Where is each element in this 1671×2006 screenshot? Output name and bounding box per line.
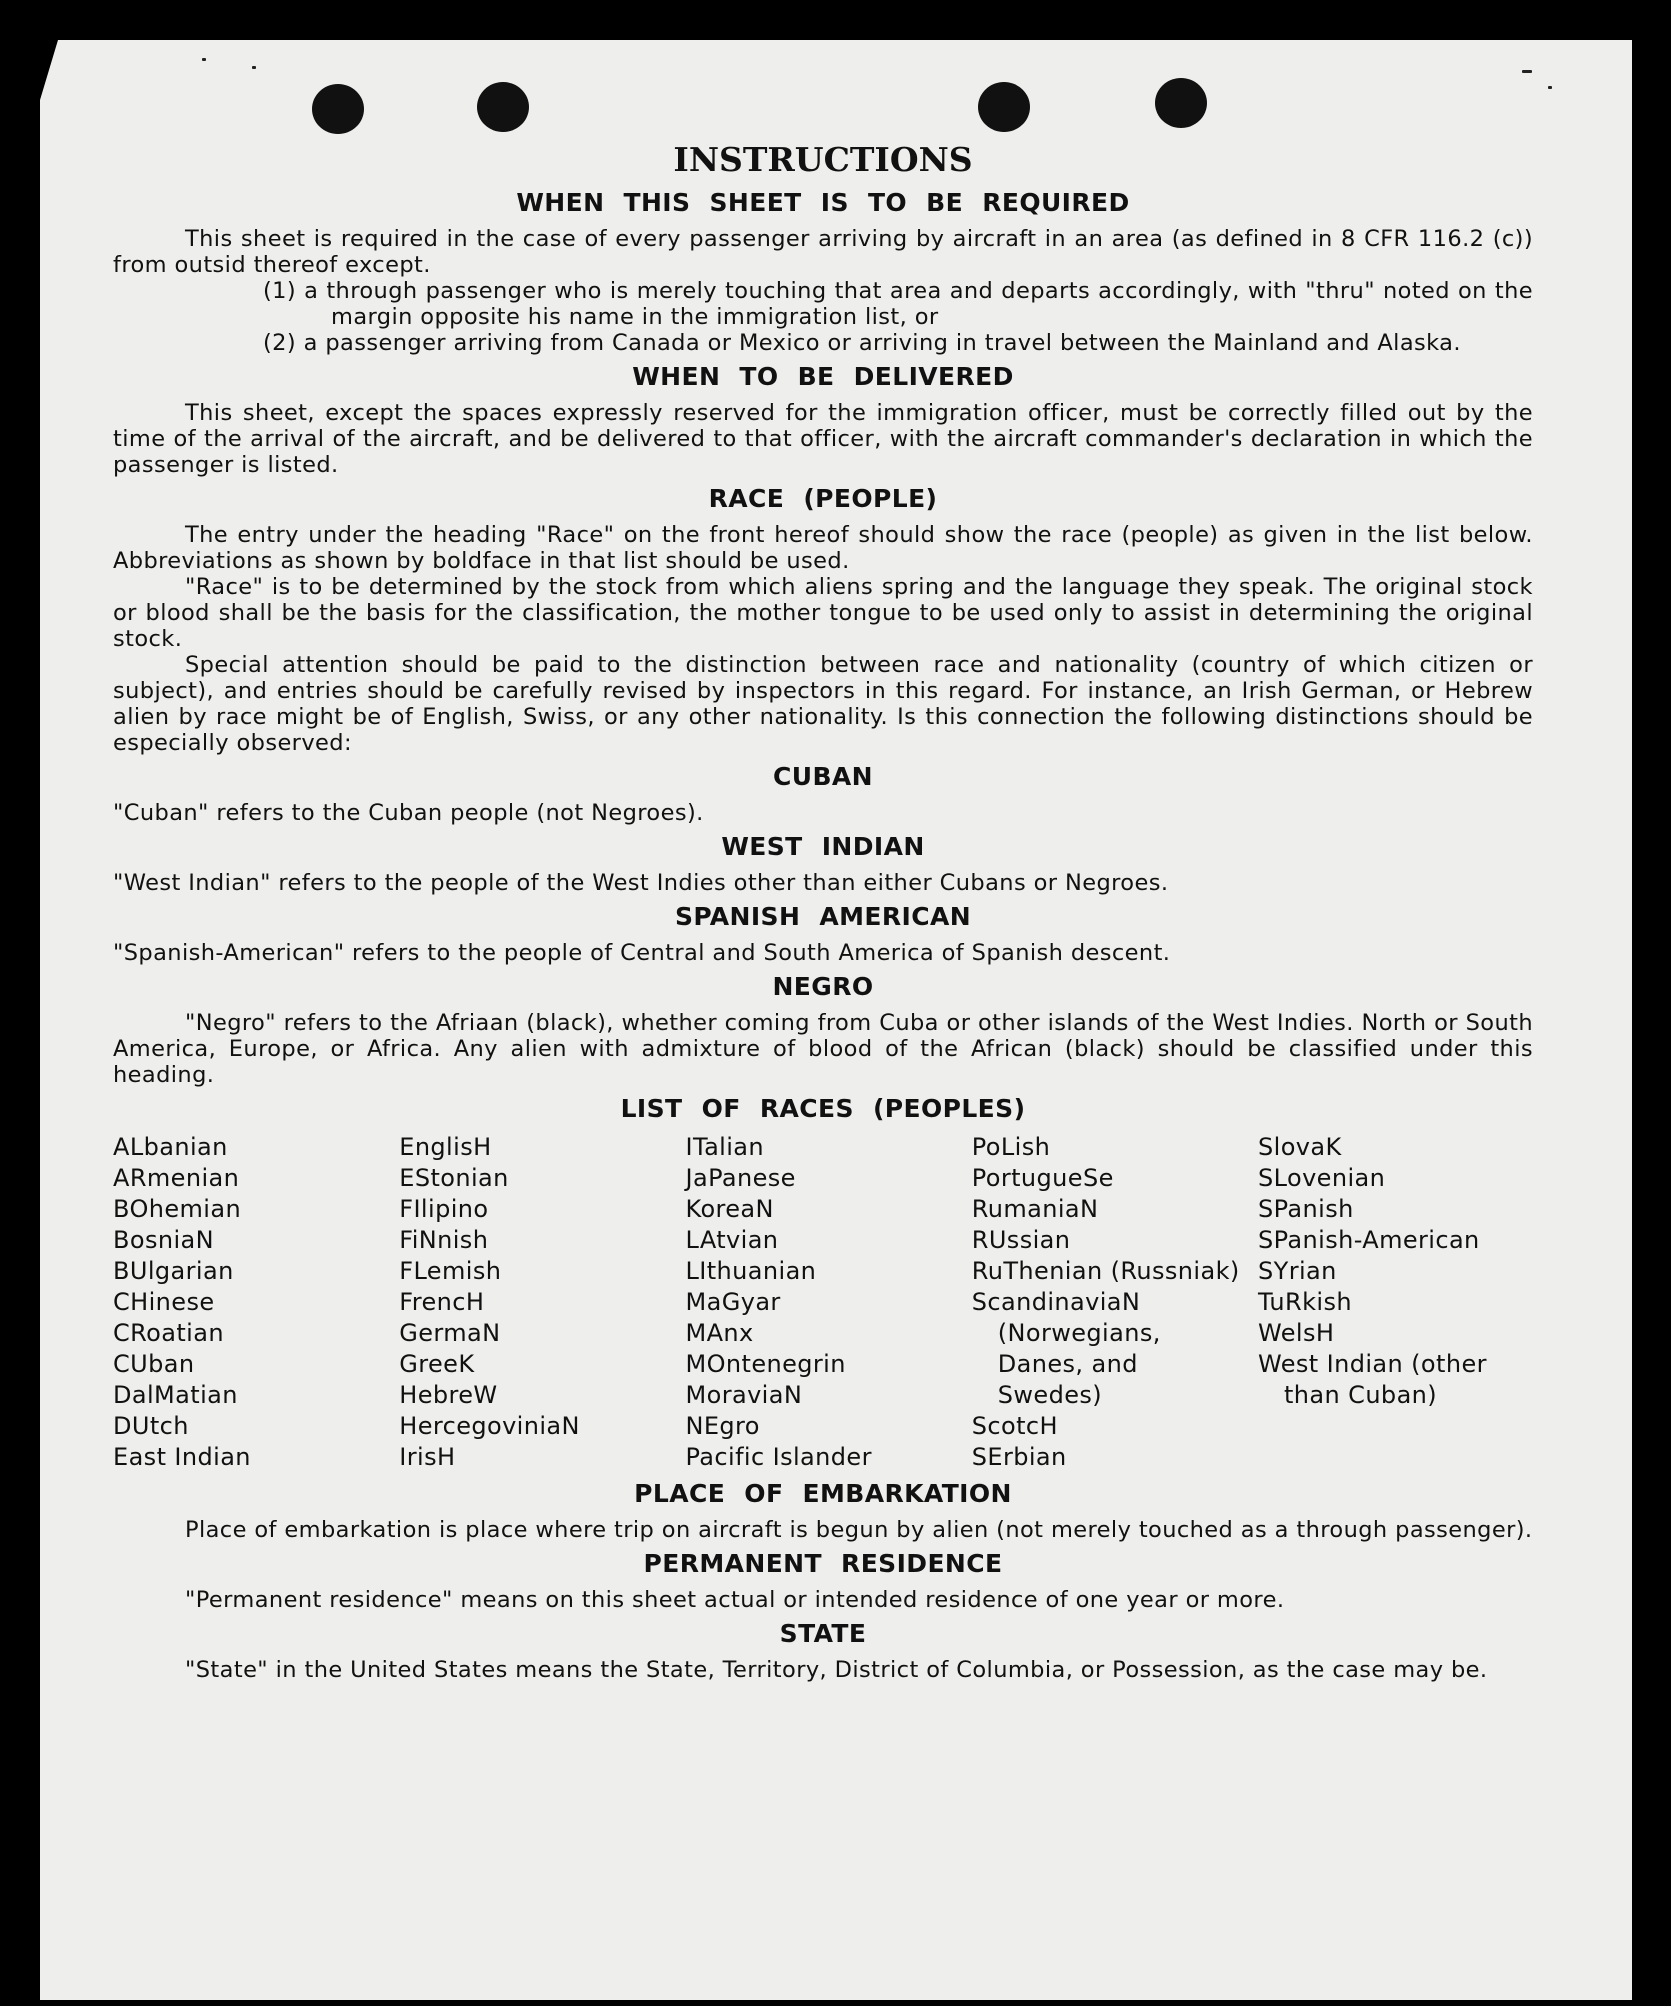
section-heading: WHEN THIS SHEET IS TO BE REQUIRED xyxy=(516,188,1130,217)
race-item: MaGyar xyxy=(685,1288,781,1316)
section-heading: PLACE OF EMBARKATION xyxy=(634,1479,1012,1508)
race-item: RUssian xyxy=(971,1226,1071,1254)
section-heading: WHEN TO BE DELIVERED xyxy=(632,362,1014,391)
race-item: GreeK xyxy=(399,1350,475,1378)
race-item: West Indian (other than Cuban) xyxy=(1258,1350,1487,1409)
race-item: ScotcH xyxy=(971,1412,1058,1440)
section-heading: SPANISH AMERICAN xyxy=(674,902,972,931)
race-item: FLemish xyxy=(399,1257,502,1285)
race-item: ScandinaviaN (Norwegians, Danes, and Swedes) xyxy=(971,1288,1161,1409)
race-item: ITalian xyxy=(685,1133,765,1161)
race-item: CHinese xyxy=(113,1288,215,1316)
paragraph: "Spanish-American" refers to the people of Central and South America of Spanish descent. xyxy=(113,940,1171,966)
section-heading: PERMANENT RESIDENCE xyxy=(643,1549,1003,1578)
race-item: FrencH xyxy=(399,1288,485,1316)
race-item: BOhemian xyxy=(113,1195,242,1223)
race-item: BosniaN xyxy=(113,1226,214,1254)
punch-hole xyxy=(1155,78,1207,128)
section-heading: RACE (PEOPLE) xyxy=(708,484,938,513)
race-item: RumaniaN xyxy=(971,1195,1099,1223)
race-column xyxy=(113,1132,388,1473)
race-item: MAnx xyxy=(685,1319,754,1347)
race-item: TuRkish xyxy=(1258,1288,1352,1316)
race-column xyxy=(399,1132,674,1473)
dust-speck xyxy=(202,58,206,61)
paragraph: "Negro" refers to the Afriaan (black), whether coming from Cuba or other islands of the West Indies. North or South America, Europe, or Africa. Any alien with admixture of blood of the African (black) should be classified under this heading. xyxy=(113,1010,1533,1088)
paragraph: "Permanent residence" means on this sheet actual or intended residence of one year or more. xyxy=(185,1587,1285,1613)
paragraph: "State" in the United States means the State, Territory, District of Columbia, or Possession, as the case may be. xyxy=(185,1657,1488,1683)
race-item: SErbian xyxy=(971,1443,1067,1471)
race-item: Pacific Islander xyxy=(685,1443,872,1471)
punch-hole xyxy=(312,84,364,134)
section-heading: NEGRO xyxy=(772,972,874,1001)
paragraph: "West Indian" refers to the people of the West Indies other than either Cubans or Negroes. xyxy=(113,870,1169,896)
exception-item: (1) a through passenger who is merely touching that area and departs accordingly, with "thru" noted on the margin opposite his name in the immigration list, or xyxy=(263,278,1533,330)
section-heading: LIST OF RACES (PEOPLES) xyxy=(620,1094,1026,1123)
paragraph: Place of embarkation is place where trip on aircraft is begun by alien (not merely touched as a through passenger). xyxy=(185,1517,1533,1543)
race-item: SLovenian xyxy=(1258,1164,1386,1192)
race-item: MoraviaN xyxy=(685,1381,803,1409)
race-item: HebreW xyxy=(399,1381,498,1409)
race-item: SPanish xyxy=(1258,1195,1354,1223)
paragraph: "Cuban" refers to the Cuban people (not Negroes). xyxy=(113,800,704,826)
dust-speck xyxy=(252,66,256,69)
race-item: PoLish xyxy=(971,1133,1051,1161)
race-item: GermaN xyxy=(399,1319,501,1347)
race-item: DUtch xyxy=(113,1412,189,1440)
dust-speck xyxy=(1522,70,1532,73)
paragraph: "Race" is to be determined by the stock from which aliens spring and the language they speak. The original stock or blood shall be the basis for the classification, the mother tongue to be used only to assist in determining the original stock. xyxy=(113,574,1533,652)
race-item: WelsH xyxy=(1258,1319,1335,1347)
race-column xyxy=(1258,1132,1533,1473)
punch-hole xyxy=(477,82,529,132)
race-item: ALbanian xyxy=(113,1133,228,1161)
race-item: BUlgarian xyxy=(113,1257,234,1285)
race-item: KoreaN xyxy=(685,1195,774,1223)
punch-hole xyxy=(978,82,1030,132)
section-heading: CUBAN xyxy=(773,762,873,791)
exception-item: (2) a passenger arriving from Canada or Mexico or arriving in travel between the Mainland and Alaska. xyxy=(263,330,1461,356)
race-item: DalMatian xyxy=(113,1381,238,1409)
race-item: MOntenegrin xyxy=(685,1350,846,1378)
race-item: RuThenian (Russniak) xyxy=(971,1257,1240,1285)
race-item: East Indian xyxy=(113,1443,251,1471)
race-item: SYrian xyxy=(1258,1257,1337,1285)
dust-speck xyxy=(1548,86,1552,89)
race-item: LIthuanian xyxy=(685,1257,817,1285)
race-item: CRoatian xyxy=(113,1319,224,1347)
section-heading: STATE xyxy=(779,1619,867,1648)
race-item: LAtvian xyxy=(685,1226,779,1254)
race-item: FiNnish xyxy=(399,1226,489,1254)
race-column xyxy=(972,1132,1247,1473)
race-item: NEgro xyxy=(685,1412,760,1440)
section-heading: WEST INDIAN xyxy=(721,832,925,861)
paragraph: Special attention should be paid to the distinction between race and nationality (country of which citizen or subject), and entries should be carefully revised by inspectors in this regard. For instance, an Irish German, or Hebrew alien by race might be of English, Swiss, or any other nationality. Is this connection the following distinctions should be especially observed: xyxy=(113,652,1533,756)
race-item: EStonian xyxy=(399,1164,509,1192)
race-item: JaPanese xyxy=(685,1164,796,1192)
race-list xyxy=(113,1132,1533,1473)
paragraph: The entry under the heading "Race" on the front hereof should show the race (people) as given in the list below. Abbreviations as shown by boldface in that list should be used. xyxy=(113,522,1533,574)
race-item: SPanish-American xyxy=(1258,1226,1480,1254)
race-item: PortugueSe xyxy=(971,1164,1114,1192)
race-item: FIlipino xyxy=(399,1195,489,1223)
race-item: IrisH xyxy=(399,1443,456,1471)
paragraph: This sheet is required in the case of every passenger arriving by aircraft in an area (as defined in 8 CFR 116.2 (c)) from outsid thereof except. xyxy=(113,226,1533,278)
race-item: ARmenian xyxy=(113,1164,240,1192)
race-column xyxy=(686,1132,961,1473)
race-item: SlovaK xyxy=(1258,1133,1342,1161)
race-item: EnglisH xyxy=(399,1133,492,1161)
document-content xyxy=(113,140,1533,1683)
race-item: CUban xyxy=(113,1350,195,1378)
race-item: HercegoviniaN xyxy=(399,1412,580,1440)
paragraph: This sheet, except the spaces expressly reserved for the immigration officer, must be correctly filled out by the time of the arrival of the aircraft, and be delivered to that officer, with the aircraft commander's declaration in which the passenger is listed. xyxy=(113,400,1533,478)
page-title: INSTRUCTIONS xyxy=(673,140,973,179)
